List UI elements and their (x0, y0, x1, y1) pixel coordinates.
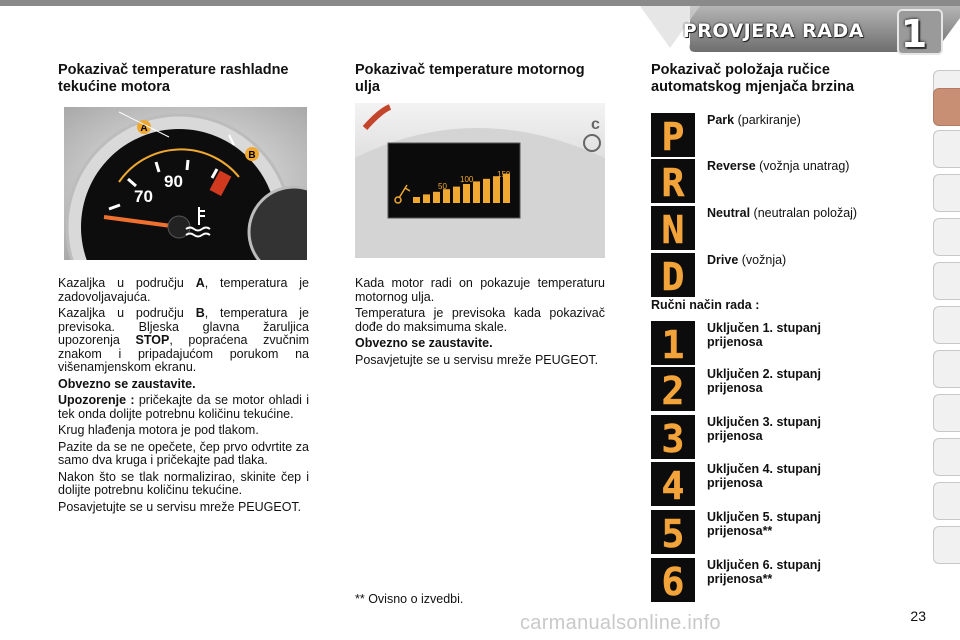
warning-paragraph: Upozorenje : pričekajte da se motor ohladi i tek onda dolijte potrebnu količinu tekućine. (58, 393, 310, 421)
paragraph: Kazaljka u području A, temperatura je zadovoljavajuća. (58, 276, 309, 304)
section-heading: Pokazivač temperature motornog ulja (355, 62, 585, 95)
gear-label: Uključen 6. stupanj prijenosa** (707, 558, 821, 586)
oil-bar (453, 187, 460, 203)
oil-bar (423, 194, 430, 203)
section-heading: Pokazivač temperature rashladne tekućine motora (58, 62, 289, 95)
oil-text (355, 277, 605, 370)
chapter-tab[interactable] (933, 482, 960, 520)
chapter-tab[interactable] (933, 174, 960, 212)
gear-label: Uključen 4. stupanj prijenosa (707, 462, 821, 490)
mark-a: A (140, 123, 148, 134)
oil-bar (473, 181, 480, 203)
svg-text:R: R (661, 161, 685, 203)
chapter-tab[interactable] (933, 526, 960, 564)
gear-indicator-icon (651, 253, 695, 297)
svg-text:D: D (661, 255, 685, 297)
chapter-tab[interactable] (933, 306, 960, 344)
gear-row-5 (651, 510, 921, 554)
gear-indicator-icon (651, 367, 695, 411)
chapter-tab[interactable] (933, 130, 960, 168)
svg-text:1: 1 (661, 323, 685, 365)
page-number: 23 (910, 608, 926, 624)
paragraph: Nakon što se tlak normalizirao, skinite čep i dolijte potrebnu količinu tekućine. (58, 469, 309, 497)
svg-text:P: P (661, 115, 685, 157)
oil-bar (463, 184, 470, 203)
svg-text:5: 5 (661, 512, 685, 554)
oil-temperature-figure (355, 103, 605, 258)
tick-150: 150 (497, 170, 511, 179)
chapter-tab[interactable] (933, 438, 960, 476)
paragraph: Posavjetujte se u servisu mreže PEUGEOT. (58, 499, 302, 514)
gear-row-6 (651, 558, 921, 602)
svg-text:2: 2 (661, 369, 685, 411)
gear-label: Reverse (vožnja unatrag) (707, 159, 850, 173)
section-heading: Pokazivač položaja ručice automatskog mjenjača brzina (651, 62, 855, 95)
coolant-section-heading (58, 62, 310, 96)
paragraph: Pazite da se ne opečete, čep prvo odvrtite za samo dva kruga i pričekajte pad tlaka. (58, 439, 309, 467)
paragraph: Posavjetujte se u servisu mreže PEUGEOT. (355, 352, 599, 367)
paragraph-bold: Obvezno se zaustavite. (355, 336, 493, 350)
gear-label: Uključen 3. stupanj prijenosa (707, 415, 821, 443)
gear-label: Park (parkiranje) (707, 113, 801, 127)
oil-bar (483, 179, 490, 203)
gear-indicator-icon (651, 321, 695, 365)
gear-indicator-icon (651, 113, 695, 157)
gear-row-n (651, 206, 921, 250)
gear-label: Uključen 5. stupanj prijenosa** (707, 510, 821, 538)
svg-text:6: 6 (661, 560, 685, 602)
gear-row-4 (651, 462, 921, 506)
svg-text:4: 4 (661, 464, 685, 506)
paragraph: Krug hlađenja motora je pod tlakom. (58, 423, 259, 437)
gear-indicator-icon (651, 558, 695, 602)
chapter-title: PROVJERA RADA (682, 20, 864, 42)
chapter-tab[interactable] (933, 350, 960, 388)
coolant-gauge-figure (64, 107, 307, 260)
chapter-tab[interactable] (933, 218, 960, 256)
chapter-tab-active[interactable] (933, 88, 960, 126)
footnote: ** Ovisno o izvedbi. (355, 592, 464, 606)
tick-50: 50 (438, 182, 447, 191)
gear-row-1 (651, 321, 921, 365)
gear-section-heading (651, 62, 921, 96)
chapter-tab[interactable] (933, 262, 960, 300)
gear-indicator-icon (651, 159, 695, 203)
gear-row-r (651, 159, 921, 203)
gear-label: Drive (vožnja) (707, 253, 787, 267)
oil-bar (413, 197, 420, 203)
paragraph: Kazaljka u području B, temperatura je previsoka. Bljeska glavna žaruljica upozorenja STOP, popraćena zvučnim znakom i pripadajućom porukom na višenamjenskom ekranu. (58, 306, 309, 374)
manual-mode-heading: Ručni način rada : (651, 298, 760, 312)
gear-indicator-icon (651, 462, 695, 506)
gear-label: Uključen 2. stupanj prijenosa (707, 367, 821, 395)
watermark: carmanualsonline.info (520, 612, 721, 634)
oil-section-heading (355, 62, 607, 96)
coolant-text (58, 277, 309, 517)
svg-text:c: c (591, 116, 600, 133)
gear-row-p (651, 113, 921, 157)
oil-bar (433, 192, 440, 203)
gear-row-2 (651, 367, 921, 411)
svg-text:N: N (661, 208, 685, 250)
paragraph: Kada motor radi on pokazuje temperaturu motornog ulja. (355, 276, 605, 304)
gear-row-d (651, 253, 921, 297)
tick-100: 100 (460, 175, 474, 184)
paragraph: Temperatura je previsoka kada pokazivač dođe do maksimuma skale. (355, 306, 605, 334)
tick-90: 90 (164, 172, 183, 191)
gear-indicator-icon (651, 206, 695, 250)
svg-text:3: 3 (661, 417, 685, 459)
gear-indicator-icon (651, 510, 695, 554)
oil-bar (493, 176, 500, 203)
mark-b: B (248, 150, 256, 161)
oil-bar (443, 189, 450, 203)
chapter-tabs (930, 70, 960, 575)
paragraph-bold: Obvezno se zaustavite. (58, 376, 196, 391)
chapter-number: 1 (900, 12, 928, 56)
gear-row-3 (651, 415, 921, 459)
gear-label: Uključen 1. stupanj prijenosa (707, 321, 821, 349)
tick-70: 70 (134, 187, 153, 206)
chapter-tab[interactable] (933, 394, 960, 432)
gear-label: Neutral (neutralan položaj) (707, 206, 858, 220)
gear-indicator-icon (651, 415, 695, 459)
